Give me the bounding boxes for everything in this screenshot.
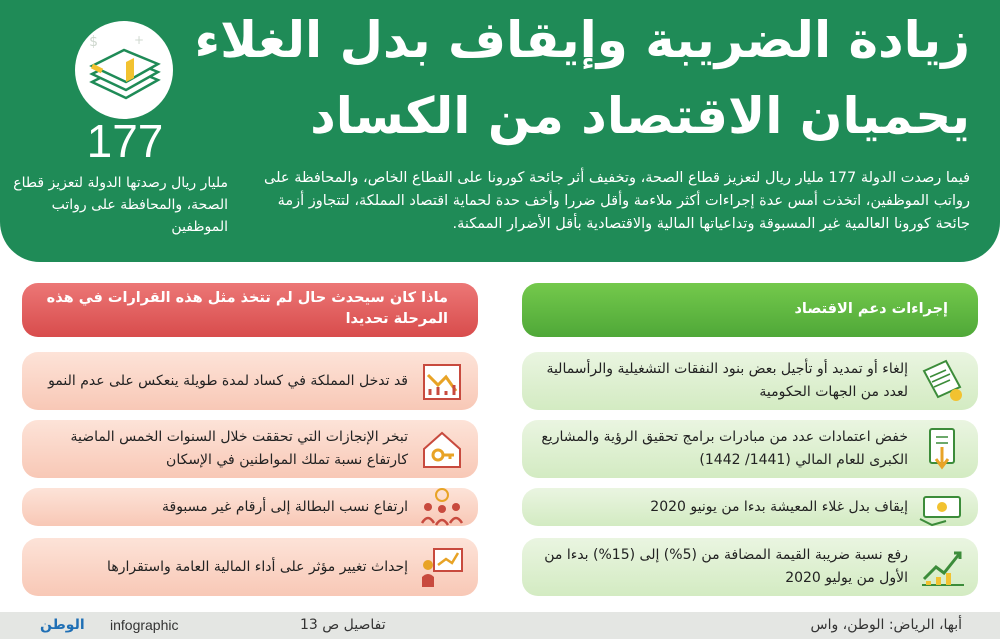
measure-item — [522, 420, 978, 478]
footer-details: تفاصيل ص 13 — [300, 617, 386, 633]
measure-text: إيقاف بدل غلاء المعيشة بدءا من يونيو 2020 — [650, 498, 908, 515]
svg-text:$: $ — [89, 34, 98, 50]
headline-line-2: يحميان الاقتصاد من الكساد — [310, 87, 970, 145]
house-key-icon — [416, 425, 468, 473]
measure-item — [522, 538, 978, 596]
growth-chart-icon — [916, 543, 968, 591]
consequences-heading: ماذا كان سيحدث حال لم تتخذ مثل هذه القرارات في هذه المرحلة تحديدا — [22, 283, 478, 337]
measure-item — [522, 352, 978, 410]
headline-figure: 177 — [86, 115, 164, 167]
consequence-text: تبخر الإنجازات التي تحققت خلال السنوات الخمس الماضية كارتفاع نسبة تملك المواطنين في الإسكان — [70, 429, 408, 468]
consequence-item — [22, 352, 478, 410]
footer-infographic-label: infographic — [110, 617, 179, 633]
figure-caption: مليار ريال رصدتها الدولة لتعزيز قطاع الصحة، والمحافظة على رواتب الموظفين — [13, 175, 228, 235]
measures-heading: إجراءات دعم الاقتصاد — [522, 283, 978, 337]
cash-hand-icon — [916, 483, 968, 531]
measure-text: خفض اعتمادات عدد من مبادرات برامج تحقيق الرؤية والمشاريع الكبرى للعام المالي (1441/ 1442) — [541, 429, 908, 468]
measure-text: إلغاء أو تمديد أو تأجيل بعض بنود النفقات التشغيلية والرأسمالية لعدد من الجهات الحكومية — [546, 361, 908, 400]
headline-line-1: زيادة الضريبة وإيقاف بدل الغلاء — [194, 11, 970, 69]
consequence-text: قد تدخل المملكة في كساد لمدة طويلة ينعكس على عدم النمو — [48, 372, 408, 389]
consequence-item — [22, 488, 478, 526]
budget-cut-icon — [916, 425, 968, 473]
finance-person-icon — [416, 543, 468, 591]
consequence-text: ارتفاع نسب البطالة إلى أرقام غير مسبوقة — [162, 498, 408, 515]
footer-source: أبها، الرياض: الوطن، واس — [810, 617, 962, 633]
footer-logo: الوطن — [40, 617, 85, 633]
consequence-text: إحداث تغيير مؤثر على أداء المالية العامة واستقرارها — [107, 558, 408, 575]
consequence-item — [22, 420, 478, 478]
header-banner — [0, 0, 1000, 262]
unemployment-icon — [416, 483, 468, 531]
consequence-item — [22, 538, 478, 596]
svg-text:+: + — [133, 33, 144, 47]
intro-paragraph: فيما رصدت الدولة 177 مليار ريال لتعزيز قطاع الصحة، وتخفيف أثر جائحة كورونا على القطاع الخاص، والمحافظة على رواتب الموظفين، اتخذت أمس عدة إجراءات أكثر ملاءمة وأقل ضررا وأخف حدة لحماية اقتصاد المملكة، لتتجاوز أزمة جائحة كورونا العالمية غير المسبوقة وتداعياتها المالية والاقتصادية بأقل الأضرار الممكنة. — [264, 170, 970, 232]
footer-bar — [0, 612, 1000, 639]
documents-icon — [916, 357, 968, 405]
measure-text: رفع نسبة ضريبة القيمة المضافة من (5%) إلى (15%) بدءا من الأول من يوليو 2020 — [544, 547, 908, 586]
measure-item — [522, 488, 978, 526]
money-stack-icon — [74, 20, 174, 120]
recession-chart-icon — [416, 357, 468, 405]
